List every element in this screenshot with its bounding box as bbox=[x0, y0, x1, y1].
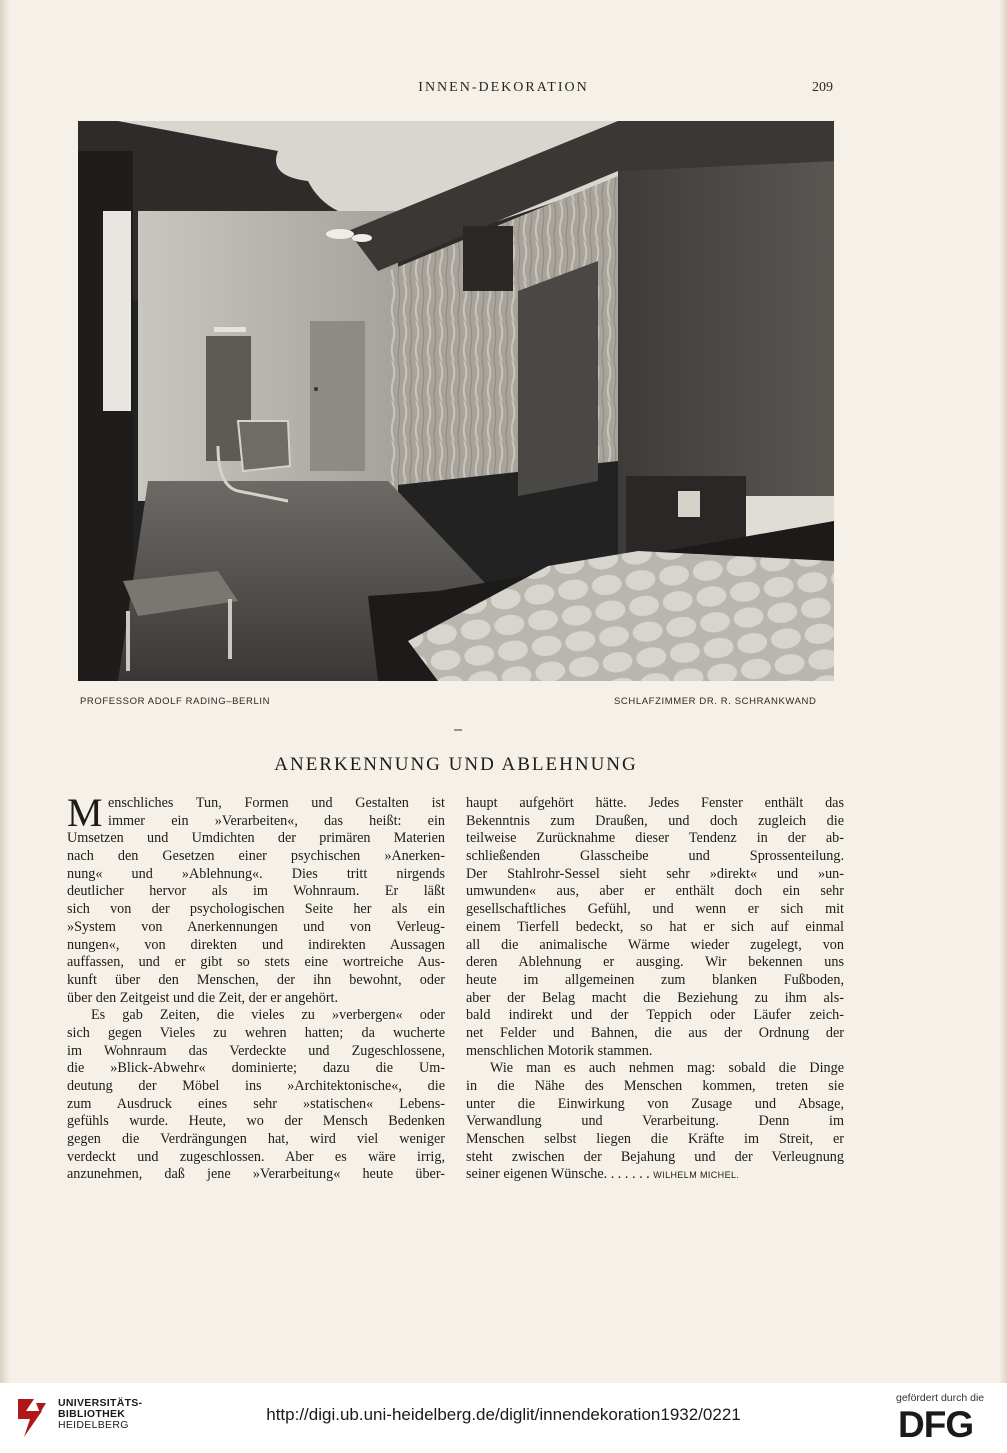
text-line: menschlichen Motorik stammen. bbox=[466, 1042, 653, 1059]
text-line: in die Nähe des Menschen kommen, treten sie bbox=[466, 1078, 844, 1094]
running-head: INNEN-DEKORATION bbox=[418, 80, 589, 95]
text-line: anzunehmen, daß jene »Verarbeitung« heute über- bbox=[67, 1166, 445, 1183]
article-title: ANERKENNUNG UND ABLEHNUNG bbox=[274, 754, 638, 775]
text-line: unter die Einwirkung von Zusage und Absage, bbox=[466, 1095, 844, 1112]
text-line: über den Zeitgeist und die Zeit, der er angehört. bbox=[67, 989, 339, 1006]
text-line: nung« und »Ablehnung«. Dies tritt nirgends bbox=[67, 865, 445, 882]
text-line: immer ein »Verarbeiten«, das heißt: ein bbox=[108, 812, 445, 829]
text-line: gesellschaftliches Gefühl, und wenn er sich mit bbox=[466, 901, 844, 918]
text-line: Es gab Zeiten, die vieles zu »verbergen« oder bbox=[91, 1007, 445, 1024]
text-line: verdeckt und zugeschlossen. Aber es wäre irrig, bbox=[67, 1148, 445, 1165]
text-line-end: seiner eigenen Wünsche. . . . . . . bbox=[466, 1166, 650, 1183]
digitization-footer bbox=[0, 1383, 1007, 1453]
text-line: Menschen selbst liegen die Kräfte im Streit, er bbox=[466, 1131, 844, 1148]
sponsor-label: gefördert durch die bbox=[896, 1392, 985, 1404]
text-line: Umsetzen und Umdichten der primären Materien bbox=[67, 830, 445, 847]
article-column-left bbox=[67, 790, 445, 1184]
library-name-line1: UNIVERSITÄTS- bbox=[58, 1397, 143, 1409]
library-name-line2: BIBLIOTHEK bbox=[58, 1408, 126, 1420]
text-line: auffassen, und er gibt so stets eine wortreiche Aus- bbox=[67, 954, 445, 971]
text-line: nach den Gesetzen einer psychischen »Anerken- bbox=[67, 848, 445, 865]
text-line: Verwandlung und Verarbeitung. Denn im bbox=[466, 1113, 844, 1130]
text-line: sich von der psychologischen Seite her als ein bbox=[67, 901, 445, 918]
photo-credit-caption: PROFESSOR ADOLF RADING–BERLIN bbox=[80, 696, 271, 707]
text-line: Der Stahlrohr-Sessel sieht sehr »direkt« und »un- bbox=[466, 865, 844, 882]
page-edge-left bbox=[0, 0, 10, 1383]
text-line: deutung der Möbel ins »Architektonische«, die bbox=[67, 1078, 445, 1094]
text-line: kunft über den Menschen, der ihn bewohnt, oder bbox=[67, 971, 445, 988]
ornament-dash bbox=[454, 729, 462, 731]
text-line: gegen die Verdrängungen hat, wird viel weniger bbox=[67, 1131, 445, 1148]
text-line: schließenden Glasscheibe und Sprossenteilung. bbox=[466, 848, 844, 865]
text-line: heute im allgemeinen zum blanken Fußboden, bbox=[466, 971, 844, 988]
text-line: die »Blick-Abwehr« dominierte; dazu die Um- bbox=[67, 1060, 445, 1077]
library-name-line3: HEIDELBERG bbox=[58, 1419, 129, 1431]
author-signature: WILHELM MICHEL. bbox=[653, 1170, 740, 1181]
text-line: teilweise Zurücknahme dieser Tendenz in der ab- bbox=[466, 830, 844, 847]
text-line: net Felder und Bahnen, die aus der Ordnung der bbox=[466, 1024, 844, 1041]
page-number: 209 bbox=[812, 80, 833, 95]
text-line: zum Ausdruck eines sehr »statischen« Lebens- bbox=[67, 1095, 445, 1112]
text-line: Bekenntnis zum Draußen, und doch zugleich die bbox=[466, 812, 844, 829]
article-column-right bbox=[466, 795, 844, 1184]
permalink-url[interactable]: http://digi.ub.uni-heidelberg.de/diglit/innendekoration1932/0221 bbox=[266, 1405, 741, 1424]
text-line: deren Ablehnung er ausging. Wir bekennen uns bbox=[466, 954, 844, 971]
photo-title-caption: SCHLAFZIMMER DR. R. SCHRANKWAND bbox=[614, 696, 817, 707]
text-line: haupt aufgehört hätte. Jedes Fenster enthält das bbox=[466, 795, 844, 811]
text-line: im Wohnraum das Verdeckte und Zugeschlossene, bbox=[67, 1042, 445, 1059]
drop-cap: M bbox=[67, 790, 103, 835]
text-line: enschliches Tun, Formen und Gestalten ist bbox=[108, 795, 445, 811]
text-line: deutlicher hervor als im Wohnraum. Er läßt bbox=[67, 883, 445, 900]
text-line: umwunden« aus, aber er enthält doch ein sehr bbox=[466, 883, 844, 900]
text-line: sich gegen Vieles zu wehren hatten; da wucherte bbox=[67, 1024, 445, 1041]
bedroom-photograph bbox=[78, 121, 834, 681]
text-line: einem Tierfell bedeckt, so hat er sich auf einmal bbox=[466, 918, 844, 935]
text-line: nungen«, von direkten und indirekten Aussagen bbox=[67, 936, 445, 953]
text-line: »System von Anerkennungen und von Verleug- bbox=[67, 918, 445, 935]
text-line: bald indirekt und der Teppich oder Läufer zeich- bbox=[466, 1007, 844, 1024]
text-line: all die animalische Wärme wieder zugelegt, von bbox=[466, 936, 844, 953]
text-line: steht zwischen der Bejahung und der Verleugnung bbox=[466, 1148, 844, 1165]
text-line: gefühls wurde. Heute, wo der Mensch Bedenken bbox=[67, 1113, 445, 1130]
dfg-logo: DFG bbox=[898, 1404, 974, 1445]
page-edge-right bbox=[999, 0, 1007, 1383]
text-line: aber der Belag macht die Beziehung zu ihm als- bbox=[466, 989, 844, 1006]
final-line bbox=[466, 1166, 844, 1184]
text-line: Wie man es auch nehmen mag: sobald die Dinge bbox=[490, 1060, 844, 1077]
